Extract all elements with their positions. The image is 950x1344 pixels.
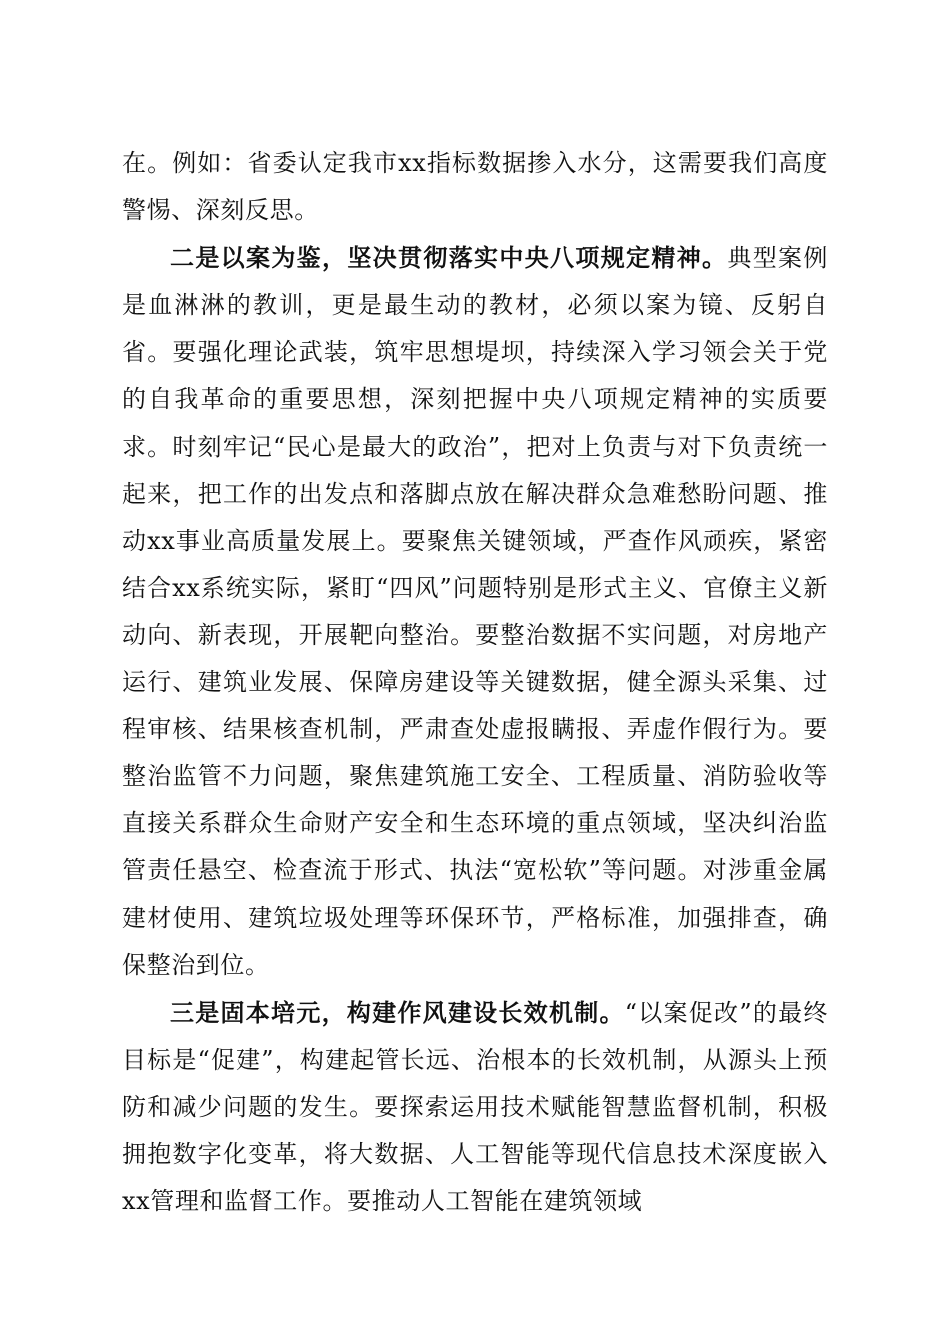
paragraph-heading: 三是固本培元，构建作风建设长效机制。 — [170, 997, 625, 1027]
paragraph-text: 典型案例是血淋淋的教训，更是最生动的教材，必须以案为镜、反躬自省。要强化理论武装，筑牢思想堤坝，持续深入学习领会关于党的自我革命的重要思想，深刻把握中央八项规定精神的实质要求。时刻牢记“民心是最大的政治”，把对上负责与对下负责统一起来，把工作的出发点和落脚点放在解决群众急难愁盼问题、推动xx事业高质量发展上。要聚焦关键领域，严查作风顽疾，紧密结合xx系统实际，紧盯“四风”问题特别是形式主义、官僚主义新动向、新表现，开展靶向整治。要整治数据不实问题，对房地产运行、建筑业发展、保障房建设等关键数据，健全源头采集、过程审核、结果核查机制，严肃查处虚报瞒报、弄虚作假行为。要整治监管不力问题，聚焦建筑施工安全、工程质量、消防验收等直接关系群众生命财产安全和生态环境的重点领域，坚决纠治监管责任悬空、检查流于形式、执法“宽松软”等问题。对涉重金属建材使用、建筑垃圾处理等环保环节，严格标准，加强排查，确保整治到位。 — [122, 244, 828, 979]
paragraph-heading: 二是以案为鉴，坚决贯彻落实中央八项规定精神。 — [170, 243, 728, 273]
paragraph-point-two — [122, 234, 828, 989]
paragraph-text: 在。例如：省委认定我市xx指标数据掺入水分，这需要我们高度警惕、深刻反思。 — [122, 149, 828, 225]
paragraph-point-three — [122, 989, 828, 1225]
document-body — [122, 140, 828, 1225]
paragraph-text: “以案促改”的最终目标是“促建”，构建起管长远、治根本的长效机制，从源头上预防和减少问题的发生。要探索运用技术赋能智慧监督机制，积极拥抱数字化变革，将大数据、人工智能等现代信息技术深度嵌入xx管理和监督工作。要推动人工智能在建筑领域 — [122, 998, 828, 1216]
paragraph-continuation — [122, 140, 828, 234]
